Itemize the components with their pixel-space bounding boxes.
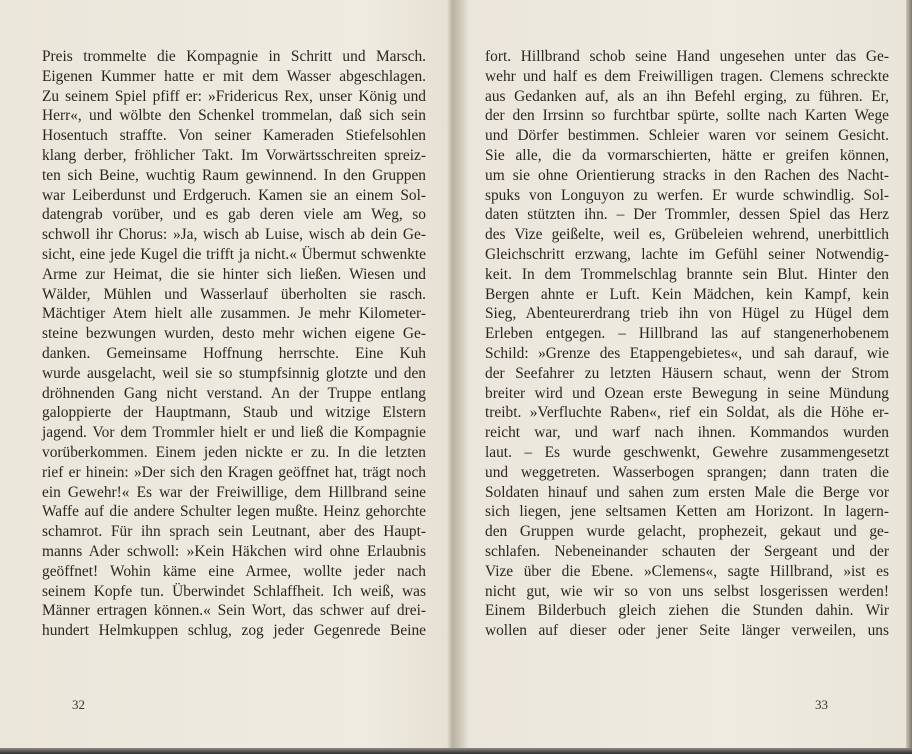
text-line: Arme zur Heimat, die sie hinter sich ließen. Wiesen und bbox=[42, 265, 426, 283]
text-line: des Vize geißelte, weil es, Grübeleien wehrend, unerbittlich bbox=[485, 226, 889, 244]
text-line: der Seefahrer zu letzten Häusern schaut, wenn der Strom bbox=[485, 364, 889, 382]
book-bottom-edge bbox=[0, 748, 912, 754]
text-line: Eigenen Kummer hatte er mit dem Wasser abgeschlagen. bbox=[42, 67, 426, 85]
text-line: keit. In dem Trommelschlag brannte sein Blut. Hinter den bbox=[485, 265, 889, 283]
text-line: seinem Kopfe tun. Überwindet Schlaffheit. Ich weiß, was bbox=[42, 582, 426, 600]
text-line: wurde ausgelacht, weil sie so stumpfsinnig glotzte und den bbox=[42, 364, 426, 382]
text-line: schlafen. Nebeneinander schauten der Sergeant und der bbox=[485, 542, 889, 560]
text-line: Sie alle, die da vormarschierten, hätte er greifen können, bbox=[485, 146, 889, 164]
text-line: Erleben entgegen. – Hillbrand las auf stangenerhobenem bbox=[485, 325, 889, 343]
left-page-text bbox=[42, 47, 426, 641]
text-line: Vize über die Ebene. »Clemens«, sagte Hillbrand, »ist es bbox=[485, 562, 889, 580]
text-line: aus Gedanken auf, als an ihn Befehl erging, zu führen. Er, bbox=[485, 87, 889, 105]
text-line: daten stützten ihn. – Der Trommler, dessen Spiel das Herz bbox=[485, 206, 889, 224]
text-line: wollen auf dieser oder jener Seite länger verweilen, uns bbox=[485, 622, 889, 640]
page-number-right: 33 bbox=[815, 697, 828, 712]
text-line: reicht war, und warf nach ihnen. Kommandos wurden bbox=[485, 424, 889, 442]
text-line: war Leiberdunst und Erdgeruch. Kamen sie an einem Sol- bbox=[42, 186, 426, 204]
text-line: schwoll ihr Chorus: »Ja, wisch ab Luise, wisch ab dein Ge- bbox=[42, 226, 426, 244]
text-line: Bergen ahnte er Luft. Kein Mädchen, kein Kampf, kein bbox=[485, 285, 889, 303]
text-line: ten sich Beine, wuchtig Raum gewinnend. In den Gruppen bbox=[42, 166, 426, 184]
text-line: Gleichschritt erzwang, lachte im Gefühl seiner Notwendig- bbox=[485, 245, 889, 263]
text-line: dröhnenden Gang nicht verstand. An der Truppe entlang bbox=[42, 384, 426, 402]
book-edge-shadow bbox=[906, 0, 912, 754]
text-line: Preis trommelte die Kompagnie in Schritt und Marsch. bbox=[42, 48, 426, 65]
text-line: hundert Helmkuppen schlug, zog jeder Gegenrede Beine bbox=[42, 622, 426, 640]
text-line: treibt. »Verfluchte Raben«, rief ein Soldat, als die Höhe er- bbox=[485, 404, 889, 422]
text-line: Schild: »Grenze des Etappengebietes«, und sah darauf, wie bbox=[485, 344, 889, 362]
page-number-left: 32 bbox=[72, 697, 85, 712]
text-line: sich liegen, jene seltsamen Ketten am Horizont. In lagern- bbox=[485, 503, 889, 521]
text-line: jagend. Vor dem Trommler hielt er und ließ die Kompagnie bbox=[42, 424, 426, 442]
text-line: Männer ertragen können.« Sein Wort, das schwer auf drei- bbox=[42, 602, 426, 620]
right-page-text bbox=[485, 47, 889, 641]
left-page bbox=[0, 0, 452, 754]
text-line: Mächtiger Atem hielt alle zusammen. Je mehr Kilometer- bbox=[42, 305, 426, 323]
text-line: und weggetreten. Wasserbogen sprangen; dann traten die bbox=[485, 463, 889, 481]
text-line: wehr und half es dem Freiwilligen tragen. Clemens schreckte bbox=[485, 67, 889, 85]
text-line: um sie ohne Orientierung stracks in den Rachen des Nacht- bbox=[485, 166, 889, 184]
text-line: rief er hinein: »Der sich den Kragen geöffnet hat, trägt noch bbox=[42, 463, 426, 481]
text-line: nicht gut, wie wir so von uns selbst losgerissen werden! bbox=[485, 582, 889, 600]
text-line: Hosentuch straffte. Von seiner Kameraden Stiefelsohlen bbox=[42, 127, 426, 145]
text-line: vorüberkommen. Einem jeden nickte er zu. In die letzten bbox=[42, 443, 426, 461]
text-line: spuks von Longuyon zu werfen. Er wurde schwindlig. Sol- bbox=[485, 186, 889, 204]
text-line: geöffnet! Wohin käme eine Armee, wollte jeder nach bbox=[42, 562, 426, 580]
text-line: Sieg, Abenteurerdrang trieb ihn von Hügel zu Hügel dem bbox=[485, 305, 889, 323]
text-line: klang derber, fröhlicher Takt. Im Vorwärtsschreiten spreiz- bbox=[42, 146, 426, 164]
text-line: ein Gewehr!« Es war der Freiwillige, dem Hillbrand seine bbox=[42, 483, 426, 501]
text-line: der den Irrsinn so furchtbar spürte, sollte nach Karten Wege bbox=[485, 107, 889, 125]
text-line: und Dörfer bestimmen. Schleier waren vor seinem Gesicht. bbox=[485, 127, 889, 145]
text-line: manns Ader schwoll: »Kein Häkchen wird ohne Erlaubnis bbox=[42, 542, 426, 560]
right-page bbox=[460, 0, 912, 754]
text-line: Waffe auf die andere Schulter legen mußte. Heinz gehorchte bbox=[42, 503, 426, 521]
text-line: laut. – Es wurde geschwenkt, Gewehre zusammengesetzt bbox=[485, 443, 889, 461]
text-line: galoppierte der Hauptmann, Staub und witzige Elstern bbox=[42, 404, 426, 422]
text-line: Einem Bilderbuch gleich ziehen die Stunden dahin. Wir bbox=[485, 602, 889, 620]
text-line: sicht, eine jede Kugel die trifft ja nicht.« Übermut schwenkte bbox=[42, 245, 426, 263]
text-line: Soldaten hinauf und sahen zum ersten Male die Berge vor bbox=[485, 483, 889, 501]
text-line: datengrab vorüber, und es gab deren viele am Weg, so bbox=[42, 206, 426, 224]
text-line: steine bezwungen wurden, desto mehr wichen eigene Ge- bbox=[42, 325, 426, 343]
text-line: breiter wird und Ozean erste Bewegung in seine Mündung bbox=[485, 384, 889, 402]
text-line: Zu seinem Spiel pfiff er: »Fridericus Rex, unser König und bbox=[42, 87, 426, 105]
text-line: danken. Gemeinsame Hoffnung herrschte. Eine Kuh bbox=[42, 344, 426, 362]
text-line: schamrot. Für ihn sprach sein Leutnant, aber des Haupt- bbox=[42, 523, 426, 541]
text-line: den Gruppen wurde gelacht, prophezeit, gekaut und ge- bbox=[485, 523, 889, 541]
text-line: Wälder, Mühlen und Wasserlauf überholten sie rasch. bbox=[42, 285, 426, 303]
text-line: fort. Hillbrand schob seine Hand ungesehen unter das Ge- bbox=[485, 48, 889, 65]
text-line: Herr«, und wölbte den Schenkel trommelan, daß sich sein bbox=[42, 107, 426, 125]
